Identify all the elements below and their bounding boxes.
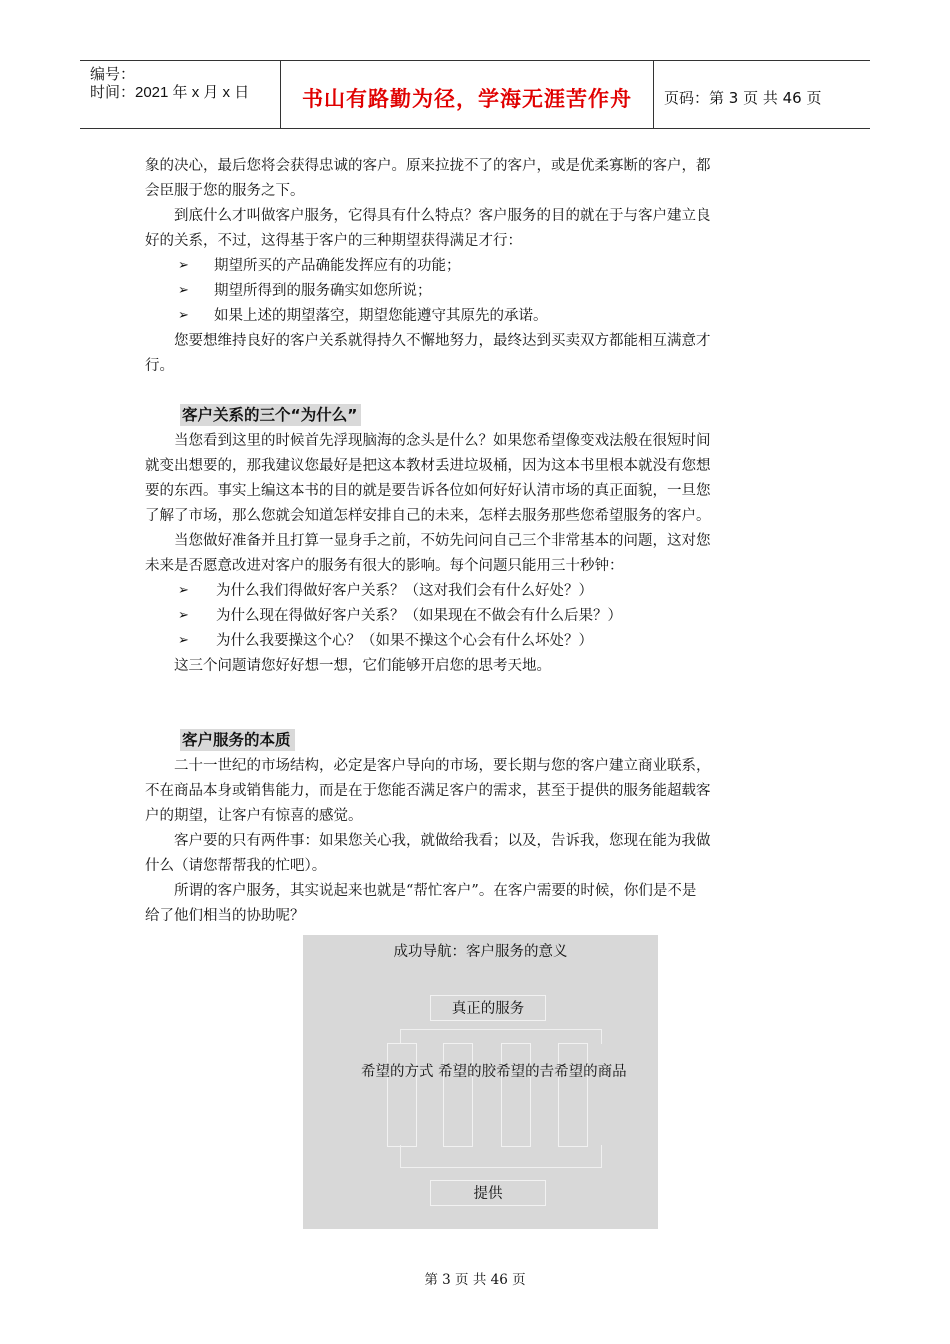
diagram-connector: [400, 1145, 602, 1168]
paragraph-line: 当您做好准备并且打算一显身手之前，不妨先问问自己三个非常基本的问题，这对您: [145, 533, 711, 549]
paragraph-line: 行。: [145, 358, 174, 374]
diagram-column-box: [387, 1043, 417, 1147]
diagram-bottom-label: 提供: [473, 1186, 503, 1202]
bullet-item: 为什么我们得做好客户关系？（这对我们会有什么好处？）: [216, 583, 593, 599]
section-heading: 客户关系的三个“为什么”: [180, 404, 361, 426]
document-date-label: 时间：2021 年 x 月 x 日: [90, 84, 250, 101]
bullet-arrow-icon: ➢: [178, 258, 189, 273]
paragraph-line: 户的期望，让客户有惊喜的感觉。: [145, 808, 363, 824]
paragraph-line: 象的决心，最后您将会获得忠诚的客户。原来拉拢不了的客户，或是优柔寡断的客户，都: [145, 158, 711, 174]
paragraph-line: 客户要的只有两件事：如果您关心我，就做给我看；以及，告诉我，您现在能为我做: [145, 833, 711, 849]
paragraph-line: 不在商品本身或销售能力，而是在于您能否满足客户的需求，甚至于提供的服务能超载客: [145, 783, 711, 799]
header-motto: 书山有路勤为径，学海无涯苦作舟: [302, 87, 632, 111]
header-meta: [80, 61, 281, 128]
bullet-arrow-icon: ➢: [178, 308, 189, 323]
paragraph-line: 二十一世纪的市场结构，必定是客户导向的市场，要长期与您的客户建立商业联系，: [145, 758, 711, 774]
bullet-item: 期望所买的产品确能发挥应有的功能；: [214, 258, 461, 274]
diagram-column-box: [501, 1043, 531, 1147]
paragraph-line: 好的关系，不过，这得基于客户的三种期望获得满足才行：: [145, 233, 522, 249]
header-page-cell: [654, 61, 870, 128]
paragraph-line: 到底什么才叫做客户服务，它得具有什么特点？客户服务的目的就在于与客户建立良: [145, 208, 711, 224]
bullet-item: 期望所得到的服务确实如您所说；: [214, 283, 432, 299]
diagram-middle-row: 希望的方式 希望的㬵希望的𠮷希望的商品: [361, 1064, 627, 1080]
paragraph-line: 会臣服于您的服务之下。: [145, 183, 305, 199]
page-header: [80, 60, 870, 129]
bullet-item: 为什么我要操这个心？（如果不操这个心会有什么坏处？）: [216, 633, 593, 649]
page-footer: 第 3 页 共 46 页: [424, 1272, 526, 1288]
paragraph-line: 这三个问题请您好好想一想，它们能够开启您的思考天地。: [145, 658, 551, 674]
service-diagram: [303, 935, 658, 1229]
header-motto-cell: [281, 61, 654, 128]
diagram-title: 成功导航：客户服务的意义: [393, 944, 568, 960]
diagram-top-box: [430, 995, 546, 1021]
bullet-arrow-icon: ➢: [178, 608, 189, 623]
paragraph-line: 未来是否愿意改进对客户的服务有很大的影响。每个问题只能用三十秒钟：: [145, 558, 624, 574]
document-number-label: 编号：: [90, 66, 136, 83]
paragraph-line: 所谓的客户服务，其实说起来也就是“帮忙客户”。在客户需要的时候，你们是不是: [145, 883, 697, 899]
bullet-arrow-icon: ➢: [178, 633, 189, 648]
bullet-arrow-icon: ➢: [178, 283, 189, 298]
diagram-column-box: [443, 1043, 473, 1147]
diagram-top-label: 真正的服务: [451, 1001, 525, 1017]
paragraph-line: 要的东西。事实上编这本书的目的就是要告诉各位如何好好认清市场的真正面貌，一旦您: [145, 483, 711, 499]
diagram-bottom-box: [430, 1180, 546, 1206]
paragraph-line: 什么（请您帮帮我的忙吧）。: [145, 858, 327, 874]
paragraph-line: 了解了市场，那么您就会知道怎样安排自己的未来，怎样去服务那些您希望服务的客户。: [145, 508, 711, 524]
paragraph-line: 当您看到这里的时候首先浮现脑海的念头是什么？如果您希望像变戏法般在很短时间: [145, 433, 711, 449]
paragraph-line: 您要想维持良好的客户关系就得持久不懈地努力，最终达到买卖双方都能相互满意才: [145, 333, 711, 349]
diagram-column-box: [558, 1043, 588, 1147]
bullet-arrow-icon: ➢: [178, 583, 189, 598]
header-page-number: 页码：第 3 页 共 46 页: [664, 89, 822, 107]
bullet-item: 如果上述的期望落空，期望您能遵守其原先的承诺。: [214, 308, 548, 324]
paragraph-line: 就变出想要的，那我建议您最好是把这本教材丢进垃圾桶，因为这本书里根本就没有您想: [145, 458, 711, 474]
bullet-item: 为什么现在得做好客户关系？（如果现在不做会有什么后果？）: [216, 608, 622, 624]
paragraph-line: 给了他们相当的协助呢？: [145, 908, 305, 924]
section-heading: 客户服务的本质: [180, 729, 295, 751]
diagram-connector: [400, 1029, 602, 1044]
